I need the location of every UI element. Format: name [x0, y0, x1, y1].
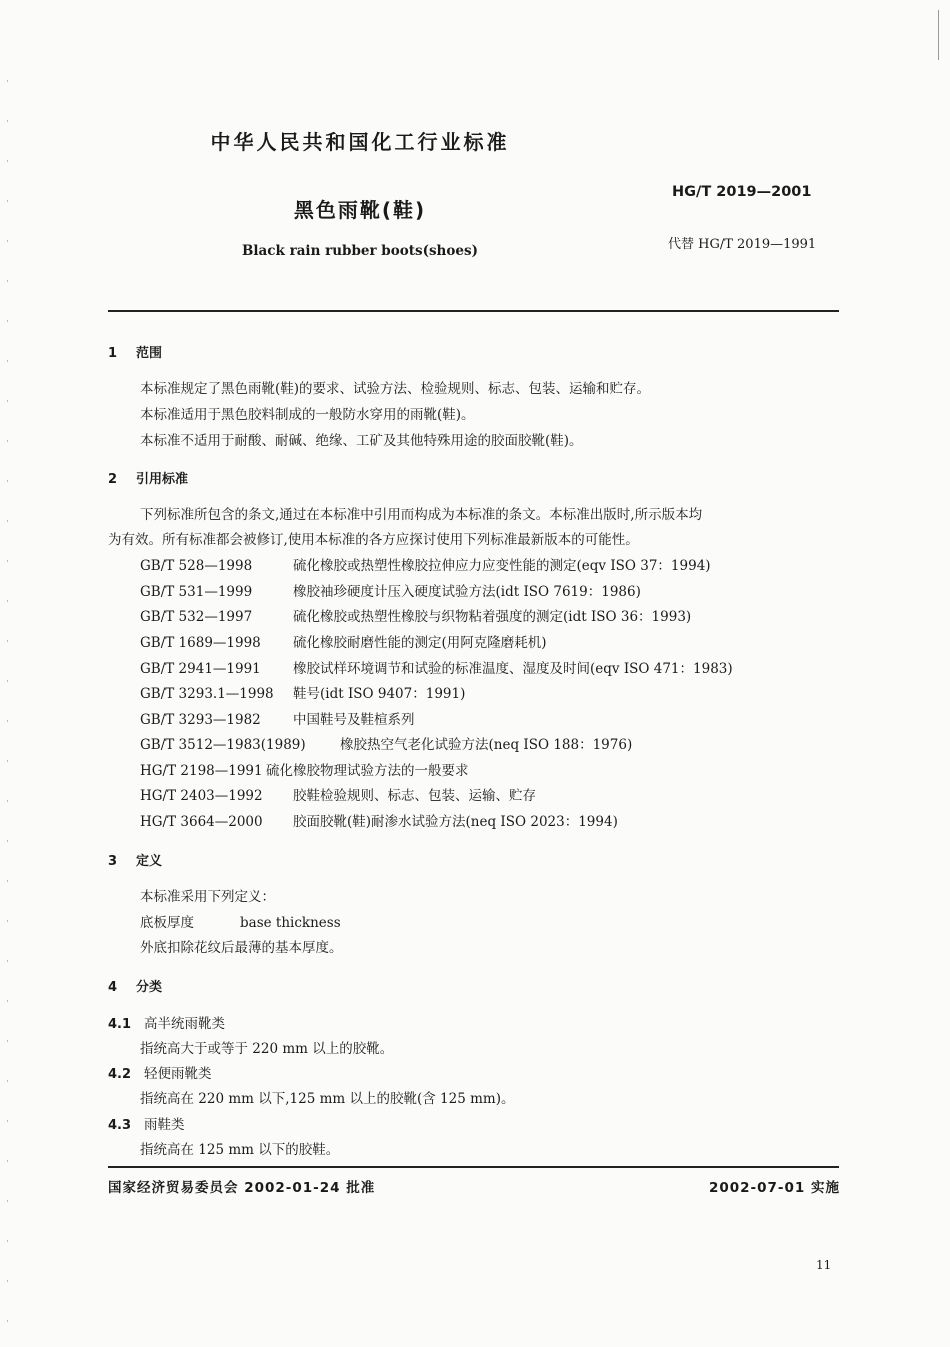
subsection-number: 4.1	[108, 1017, 132, 1032]
reference-title: 硫化橡胶或热塑性橡胶与织物粘着强度的测定(idt ISO 36：1993)	[293, 609, 692, 625]
section-number: 1	[108, 346, 118, 361]
reference-title: 胶面胶靴(鞋)耐渗水试验方法(neq ISO 2023：1994)	[293, 814, 618, 830]
header-rule	[108, 310, 839, 312]
reference-code: GB/T 528—1998	[140, 558, 253, 574]
section-2-heading	[108, 468, 188, 487]
reference-row	[140, 784, 536, 804]
replaces-standard: 代替 HG/T 2019—1991	[668, 237, 817, 252]
term-row	[140, 911, 341, 931]
document-title-en: Black rain rubber boots(shoes)	[242, 243, 478, 259]
subsection-heading	[108, 1012, 225, 1032]
reference-title: 橡胶袖珍硬度计压入硬度试验方法(idt ISO 7619：1986)	[293, 584, 641, 600]
reference-title: 橡胶热空气老化试验方法(neq ISO 188：1976)	[340, 737, 633, 753]
reference-title: 硫化橡胶耐磨性能的测定(用阿克隆磨耗机)	[293, 635, 547, 651]
term-cn: 底板厚度	[140, 915, 194, 931]
paragraph: 指统高在 220 mm 以下,125 mm 以上的胶靴(含 125 mm)。	[140, 1091, 515, 1107]
subsection-title: 高半统雨靴类	[144, 1016, 225, 1032]
subsection-heading	[108, 1113, 185, 1133]
section-number: 3	[108, 854, 118, 869]
scan-edge	[938, 10, 939, 60]
paragraph: 本标准不适用于耐酸、耐碱、绝缘、工矿及其他特殊用途的胶面胶靴(鞋)。	[140, 433, 583, 449]
paragraph: 本标准采用下列定义：	[140, 889, 275, 905]
reference-row	[140, 554, 711, 574]
reference-code: GB/T 3293—1982	[140, 712, 261, 728]
paragraph: 外底扣除花纹后最薄的基本厚度。	[140, 940, 343, 956]
section-title: 定义	[136, 854, 163, 869]
approval-line: 国家经济贸易委员会 2002-01-24 批准	[108, 1180, 376, 1196]
subsection-title: 轻便雨靴类	[144, 1066, 212, 1082]
subsection-number: 4.2	[108, 1067, 132, 1082]
reference-title: 鞋号(idt ISO 9407：1991)	[293, 686, 466, 702]
paragraph: 本标准规定了黑色雨靴(鞋)的要求、试验方法、检验规则、标志、包装、运输和贮存。	[140, 381, 651, 397]
reference-code: GB/T 531—1999	[140, 584, 253, 600]
reference-row	[140, 605, 691, 625]
binding-dots	[7, 80, 8, 1330]
section-number: 2	[108, 472, 118, 487]
reference-code: GB/T 1689—1998	[140, 635, 261, 651]
paragraph: 下列标准所包含的条文,通过在本标准中引用而构成为本标准的条文。本标准出版时,所示版本均	[140, 507, 703, 523]
section-title: 分类	[136, 980, 163, 995]
reference-code: GB/T 532—1997	[140, 609, 253, 625]
reference-title: 硫化橡胶物理试验方法的一般要求	[266, 763, 469, 779]
standard-type: 中华人民共和国化工行业标准	[210, 130, 510, 154]
reference-row	[140, 580, 641, 600]
standard-number: HG/T 2019—2001	[672, 184, 812, 200]
reference-row	[140, 631, 547, 651]
section-3-heading	[108, 850, 162, 869]
section-title: 范围	[136, 346, 163, 361]
paragraph: 为有效。所有标准都会被修订,使用本标准的各方应探讨使用下列标准最新版本的可能性。	[108, 532, 639, 548]
page-number: 11	[816, 1258, 832, 1272]
section-title: 引用标准	[136, 472, 189, 487]
term-en: base thickness	[240, 915, 341, 931]
reference-row	[140, 708, 415, 728]
implementation-line: 2002-07-01 实施	[708, 1180, 840, 1196]
reference-code: HG/T 2403—1992	[140, 788, 263, 804]
paragraph: 本标准适用于黑色胶料制成的一般防水穿用的雨靴(鞋)。	[140, 407, 475, 423]
reference-title: 胶鞋检验规则、标志、包装、运输、贮存	[293, 788, 536, 804]
section-number: 4	[108, 980, 118, 995]
reference-code: GB/T 3512—1983(1989)	[140, 737, 306, 753]
reference-title: 硫化橡胶或热塑性橡胶拉伸应力应变性能的测定(eqv ISO 37：1994)	[293, 558, 711, 574]
section-4-heading	[108, 976, 162, 995]
reference-code: GB/T 3293.1—1998	[140, 686, 274, 702]
reference-title: 中国鞋号及鞋楦系列	[293, 712, 415, 728]
subsection-heading	[108, 1062, 212, 1082]
subsection-number: 4.3	[108, 1118, 132, 1133]
reference-title: 橡胶试样环境调节和试验的标准温度、湿度及时间(eqv ISO 471：1983)	[293, 661, 733, 677]
reference-code: HG/T 2198—1991	[140, 763, 263, 779]
footer-rule	[108, 1166, 839, 1168]
section-1-heading	[108, 342, 162, 361]
reference-row	[140, 682, 465, 702]
paragraph: 指统高在 125 mm 以下的胶鞋。	[140, 1142, 340, 1158]
reference-row	[140, 810, 618, 830]
reference-row	[140, 759, 469, 779]
document-title-cn: 黑色雨靴(鞋)	[293, 198, 427, 222]
reference-row	[140, 657, 733, 677]
paragraph: 指统高大于或等于 220 mm 以上的胶靴。	[140, 1041, 394, 1057]
subsection-title: 雨鞋类	[144, 1117, 185, 1133]
reference-code: HG/T 3664—2000	[140, 814, 263, 830]
reference-code: GB/T 2941—1991	[140, 661, 261, 677]
reference-row	[140, 733, 632, 753]
